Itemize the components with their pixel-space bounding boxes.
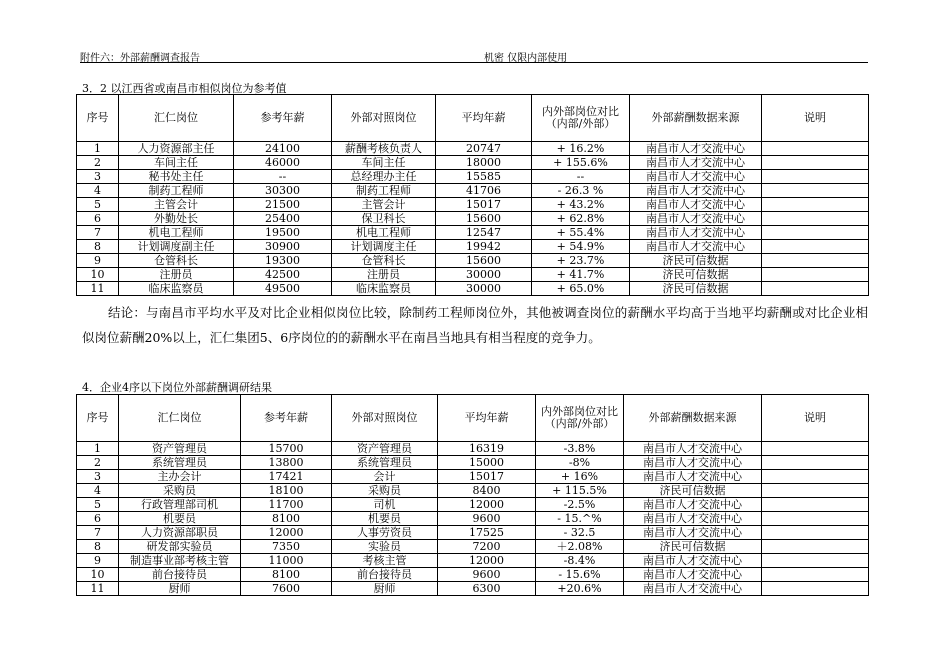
external-position: 资产管理员 [332,442,438,456]
row-number: 8 [77,540,119,554]
external-position: 注册员 [332,268,436,282]
average-salary: 19942 [436,240,532,254]
column-header: 外部薪酬数据来源 [630,95,762,142]
comparison-ratio: - 15.6% [536,568,624,582]
internal-position: 主管会计 [119,198,234,212]
table-row [77,540,869,554]
external-position: 仓管科长 [332,254,436,268]
comparison-ratio: + 115.5% [536,484,624,498]
row-number: 5 [77,498,119,512]
reference-salary: 8100 [241,512,332,526]
external-position: 司机 [332,498,438,512]
data-source: 南昌市人才交流中心 [624,456,762,470]
row-number: 2 [77,456,119,470]
table-row [77,142,869,156]
reference-salary: 11000 [241,554,332,568]
data-source: 南昌市人才交流中心 [630,170,762,184]
reference-salary: 30300 [234,184,332,198]
remark [762,240,869,254]
average-salary: 9600 [438,568,536,582]
external-position: 厨师 [332,582,438,596]
column-header: 参考年薪 [234,95,332,142]
external-position: 计划调度主任 [332,240,436,254]
row-number: 6 [77,212,119,226]
column-header: 外部对照岗位 [332,395,438,442]
comparison-ratio: + 16% [536,470,624,484]
average-salary: 12000 [438,498,536,512]
average-salary: 12000 [438,554,536,568]
data-source: 南昌市人才交流中心 [630,184,762,198]
data-source: 南昌市人才交流中心 [624,498,762,512]
data-source: 济民可信数据 [630,268,762,282]
remark [762,456,869,470]
remark [762,156,869,170]
data-source: 南昌市人才交流中心 [624,470,762,484]
reference-salary: 8100 [241,568,332,582]
reference-salary: 11700 [241,498,332,512]
row-number: 2 [77,156,119,170]
data-source: 南昌市人才交流中心 [630,226,762,240]
reference-salary: 12000 [241,526,332,540]
average-salary: 6300 [438,582,536,596]
external-position: 实验员 [332,540,438,554]
below-4-salary-table [76,394,869,596]
external-position: 制药工程师 [332,184,436,198]
data-source: 南昌市人才交流中心 [630,240,762,254]
average-salary: 16319 [438,442,536,456]
header-left-text: 附件六：外部薪酬调查报告 [80,53,200,64]
remark [762,282,869,296]
comparison-ratio: -2.5% [536,498,624,512]
table-body [77,442,869,596]
table-header-row [77,95,869,142]
table-body [77,142,869,296]
internal-position: 行政管理部司机 [119,498,241,512]
internal-position: 系统管理员 [119,456,241,470]
external-position: 主管会计 [332,198,436,212]
section-title-jiangxi: 3．2 以江西省或南昌市相似岗位为参考值 [82,82,287,95]
table-row [77,498,869,512]
row-number: 4 [77,184,119,198]
table-row [77,442,869,456]
internal-position: 人力资源部主任 [119,142,234,156]
internal-position: 机电工程师 [119,226,234,240]
external-position: 系统管理员 [332,456,438,470]
average-salary: 41706 [436,184,532,198]
reference-salary: 30900 [234,240,332,254]
comparison-ratio: - 15.^% [536,512,624,526]
internal-position: 研发部实验员 [119,540,241,554]
data-source: 南昌市人才交流中心 [630,198,762,212]
remark [762,512,869,526]
remark [762,582,869,596]
internal-position: 资产管理员 [119,442,241,456]
internal-position: 仓管科长 [119,254,234,268]
average-salary: 30000 [436,282,532,296]
reference-salary: 7600 [241,582,332,596]
comparison-ratio: - 26.3 % [532,184,630,198]
remark [762,498,869,512]
reference-salary: -- [234,170,332,184]
row-number: 9 [77,254,119,268]
row-number: 6 [77,512,119,526]
average-salary: 20747 [436,142,532,156]
row-number: 10 [77,568,119,582]
table-row [77,512,869,526]
column-header: 说明 [762,95,869,142]
table-row [77,456,869,470]
external-position: 采购员 [332,484,438,498]
reference-salary: 42500 [234,268,332,282]
reference-salary: 15700 [241,442,332,456]
external-position: 保卫科长 [332,212,436,226]
external-position: 薪酬考核负责人 [332,142,436,156]
remark [762,212,869,226]
comparison-ratio: -3.8% [536,442,624,456]
column-header: 外部薪酬数据来源 [624,395,762,442]
data-source: 南昌市人才交流中心 [624,568,762,582]
table-row [77,240,869,254]
table-row [77,254,869,268]
column-header: 内外部岗位对比（内部/外部） [532,95,630,142]
reference-salary: 13800 [241,456,332,470]
internal-position: 机要员 [119,512,241,526]
remark [762,484,869,498]
data-source: 南昌市人才交流中心 [624,512,762,526]
internal-position: 外勤处长 [119,212,234,226]
comparison-ratio: - 32.5 [536,526,624,540]
reference-salary: 46000 [234,156,332,170]
row-number: 5 [77,198,119,212]
jiangxi-salary-table [76,94,869,296]
comparison-ratio: + 65.0% [532,282,630,296]
comparison-ratio: + 41.7% [532,268,630,282]
average-salary: 15000 [438,456,536,470]
data-source: 济民可信数据 [630,282,762,296]
average-salary: 12547 [436,226,532,240]
row-number: 4 [77,484,119,498]
column-header: 平均年薪 [438,395,536,442]
row-number: 3 [77,170,119,184]
average-salary: 17525 [438,526,536,540]
column-header: 序号 [77,395,119,442]
average-salary: 15017 [436,198,532,212]
external-position: 总经理办主任 [332,170,436,184]
table-row [77,282,869,296]
average-salary: 15600 [436,254,532,268]
table-row [77,568,869,582]
internal-position: 采购员 [119,484,241,498]
column-header: 参考年薪 [241,395,332,442]
column-header: 内外部岗位对比（内部/外部） [536,395,624,442]
comparison-ratio: -8% [536,456,624,470]
internal-position: 临床监察员 [119,282,234,296]
external-position: 会计 [332,470,438,484]
internal-position: 厨师 [119,582,241,596]
reference-salary: 24100 [234,142,332,156]
external-position: 临床监察员 [332,282,436,296]
comparison-ratio: + 23.7% [532,254,630,268]
column-header: 平均年薪 [436,95,532,142]
comparison-ratio: ＋2.08% [536,540,624,554]
data-source: 南昌市人才交流中心 [630,212,762,226]
comparison-ratio: -- [532,170,630,184]
row-number: 3 [77,470,119,484]
comparison-ratio: + 43.2% [532,198,630,212]
external-position: 车间主任 [332,156,436,170]
reference-salary: 19300 [234,254,332,268]
reference-salary: 17421 [241,470,332,484]
row-number: 9 [77,554,119,568]
average-salary: 15017 [438,470,536,484]
data-source: 南昌市人才交流中心 [624,526,762,540]
internal-position: 车间主任 [119,156,234,170]
comparison-ratio: + 155.6% [532,156,630,170]
table-row [77,484,869,498]
table-row [77,268,869,282]
average-salary: 8400 [438,484,536,498]
table-header-row [77,395,869,442]
remark [762,568,869,582]
table-row [77,198,869,212]
internal-position: 注册员 [119,268,234,282]
remark [762,470,869,484]
average-salary: 15585 [436,170,532,184]
remark [762,526,869,540]
table-row [77,212,869,226]
column-header: 外部对照岗位 [332,95,436,142]
row-number: 10 [77,268,119,282]
table-row [77,226,869,240]
data-source: 南昌市人才交流中心 [624,442,762,456]
external-position: 机要员 [332,512,438,526]
internal-position: 前台接待员 [119,568,241,582]
average-salary: 18000 [436,156,532,170]
row-number: 11 [77,582,119,596]
remark [762,184,869,198]
row-number: 7 [77,226,119,240]
internal-position: 主办会计 [119,470,241,484]
data-source: 南昌市人才交流中心 [624,582,762,596]
comparison-ratio: -8.4% [536,554,624,568]
average-salary: 7200 [438,540,536,554]
average-salary: 30000 [436,268,532,282]
table-row [77,582,869,596]
remark [762,226,869,240]
table-row [77,526,869,540]
remark [762,170,869,184]
remark [762,254,869,268]
row-number: 8 [77,240,119,254]
data-source: 南昌市人才交流中心 [630,142,762,156]
remark [762,442,869,456]
remark [762,198,869,212]
average-salary: 9600 [438,512,536,526]
row-number: 1 [77,442,119,456]
row-number: 7 [77,526,119,540]
comparison-ratio: + 62.8% [532,212,630,226]
data-source: 济民可信数据 [624,540,762,554]
comparison-ratio: + 55.4% [532,226,630,240]
section-title-below-4: 4．企业4序以下岗位外部薪酬调研结果 [82,381,272,394]
page-header [80,49,868,63]
header-divider [80,62,868,63]
reference-salary: 19500 [234,226,332,240]
comparison-ratio: + 16.2% [532,142,630,156]
table-row [77,156,869,170]
data-source: 济民可信数据 [624,484,762,498]
column-header: 汇仁岗位 [119,95,234,142]
internal-position: 秘书处主任 [119,170,234,184]
reference-salary: 18100 [241,484,332,498]
column-header: 序号 [77,95,119,142]
column-header: 汇仁岗位 [119,395,241,442]
reference-salary: 25400 [234,212,332,226]
conclusion-paragraph: 结论：与南昌市平均水平及对比企业相似岗位比较，除制药工程师岗位外，其他被调查岗位的薪酬水平均高于当地平均薪酬或对比企业相似岗位薪酬20%以上，汇仁集团5、6序岗位的的薪酬水平在南昌当地具有相当程度的竞争力。 [82,305,868,345]
table-row [77,470,869,484]
remark [762,554,869,568]
table-row [77,170,869,184]
table-row [77,184,869,198]
column-header: 说明 [762,395,869,442]
reference-salary: 7350 [241,540,332,554]
reference-salary: 49500 [234,282,332,296]
row-number: 1 [77,142,119,156]
internal-position: 制造事业部考核主管 [119,554,241,568]
remark [762,540,869,554]
row-number: 11 [77,282,119,296]
internal-position: 计划调度副主任 [119,240,234,254]
comparison-ratio: +20.6% [536,582,624,596]
comparison-ratio: + 54.9% [532,240,630,254]
reference-salary: 21500 [234,198,332,212]
external-position: 机电工程师 [332,226,436,240]
internal-position: 人力资源部职员 [119,526,241,540]
remark [762,142,869,156]
average-salary: 15600 [436,212,532,226]
external-position: 前台接待员 [332,568,438,582]
data-source: 南昌市人才交流中心 [630,156,762,170]
internal-position: 制药工程师 [119,184,234,198]
external-position: 考核主管 [332,554,438,568]
table-row [77,554,869,568]
header-confidential-text: 机密 仅限内部使用 [484,53,568,64]
data-source: 南昌市人才交流中心 [624,554,762,568]
remark [762,268,869,282]
external-position: 人事劳资员 [332,526,438,540]
data-source: 济民可信数据 [630,254,762,268]
